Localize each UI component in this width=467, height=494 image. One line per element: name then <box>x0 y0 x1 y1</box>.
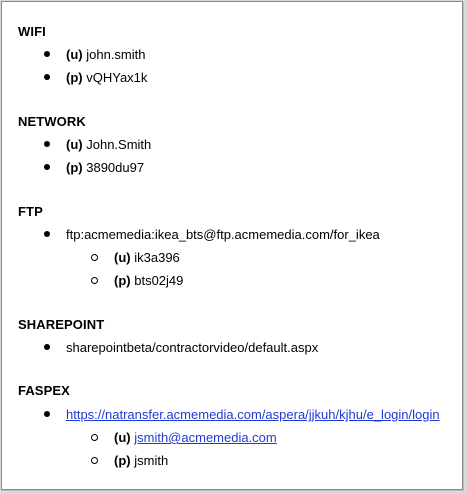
user-value: John.Smith <box>86 137 152 152</box>
network-password <box>66 160 144 176</box>
wifi-password <box>66 70 147 86</box>
user-value: ik3a396 <box>134 250 180 265</box>
user-label: (u) <box>114 430 131 445</box>
sharepoint-address: sharepointbeta/contractorvideo/default.aspx <box>66 340 319 355</box>
pass-label: (p) <box>114 273 131 288</box>
wifi-username <box>66 47 145 63</box>
bullet-icon <box>44 164 50 170</box>
hollow-bullet-icon <box>91 457 98 464</box>
bullet-icon <box>44 74 50 80</box>
pass-value: jsmith <box>134 453 169 468</box>
document-page <box>1 1 463 490</box>
pass-label: (p) <box>66 160 83 175</box>
bullet-icon <box>44 51 50 57</box>
heading-sharepoint: SHAREPOINT <box>18 317 105 332</box>
hollow-bullet-icon <box>91 254 98 261</box>
ftp-username <box>114 250 180 266</box>
heading-wifi: WIFI <box>18 24 46 39</box>
faspex-username <box>114 430 277 446</box>
pass-value: vQHYax1k <box>86 70 148 85</box>
user-label: (u) <box>66 137 83 152</box>
user-label: (u) <box>114 250 131 265</box>
hollow-bullet-icon <box>91 434 98 441</box>
bullet-icon <box>44 344 50 350</box>
user-value: john.smith <box>86 47 146 62</box>
heading-ftp: FTP <box>18 204 43 219</box>
hollow-bullet-icon <box>91 277 98 284</box>
heading-faspex: FASPEX <box>18 383 70 398</box>
pass-label: (p) <box>114 453 131 468</box>
pass-value: bts02j49 <box>134 273 184 288</box>
ftp-password <box>114 273 183 289</box>
faspex-email-link[interactable]: jsmith@acmemedia.com <box>134 430 277 445</box>
pass-value: 3890du97 <box>86 160 145 175</box>
network-username <box>66 137 151 153</box>
heading-network: NETWORK <box>18 114 86 129</box>
bullet-icon <box>44 231 50 237</box>
faspex-login-link[interactable]: https://natransfer.acmemedia.com/aspera/jjkuh/kjhu/e_login/login <box>66 407 440 422</box>
faspex-login-link-row <box>66 407 440 423</box>
bullet-icon <box>44 411 50 417</box>
faspex-password <box>114 453 168 469</box>
user-label: (u) <box>66 47 83 62</box>
bullet-icon <box>44 141 50 147</box>
pass-label: (p) <box>66 70 83 85</box>
ftp-address: ftp:acmemedia:ikea_bts@ftp.acmemedia.com/for_ikea <box>66 227 380 242</box>
